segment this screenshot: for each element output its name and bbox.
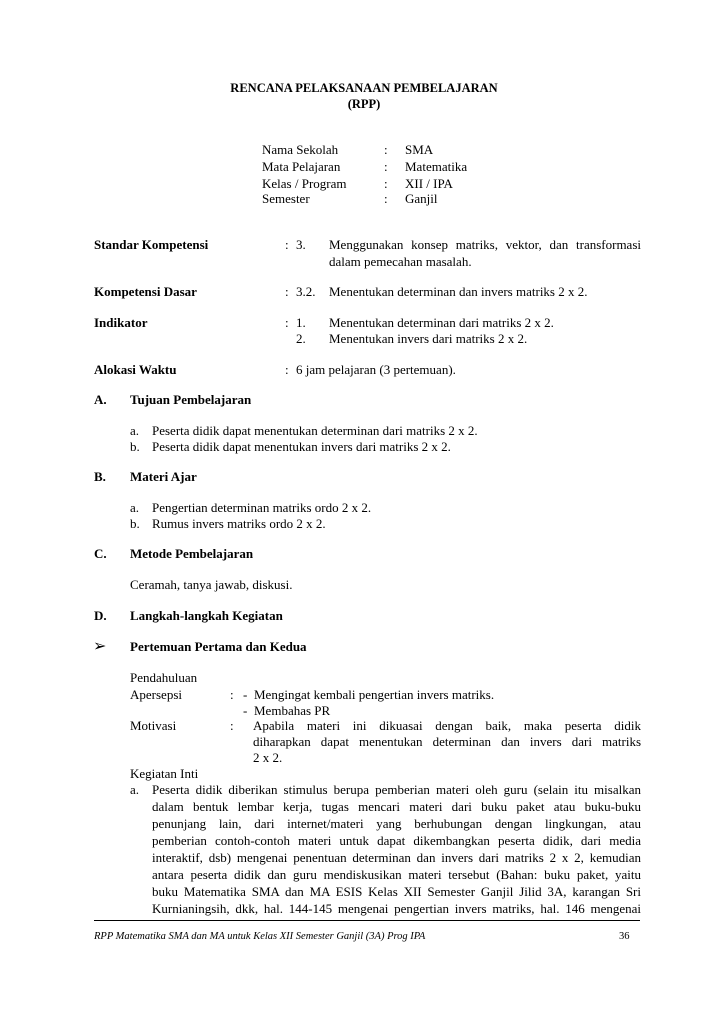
indikator-text: Menentukan determinan dari matriks 2 x 2. <box>329 315 554 330</box>
section-d-heading: Langkah-langkah Kegiatan <box>130 608 283 623</box>
indikator-colon: : <box>285 315 289 330</box>
page-subtitle: (RPP) <box>347 97 381 111</box>
paragraph-line: antara peserta didik dan guru mendiskusikan materi tersebut (Bahan: buku paket, yaitu <box>152 867 641 882</box>
pendahuluan-label: Pendahuluan <box>130 670 198 685</box>
alokasi-label: Alokasi Waktu <box>94 362 177 377</box>
section-c-letter: C. <box>94 546 107 561</box>
sk-colon: : <box>285 237 289 252</box>
kd-number: 3.2. <box>296 284 316 299</box>
section-a-heading: Tujuan Pembelajaran <box>130 392 252 407</box>
motivasi-line: diharapkan dapat menentukan determinan dan invers dari matriks <box>253 734 641 749</box>
sk-text-line: Menggunakan konsep matriks, vektor, dan transformasi <box>329 237 641 252</box>
list-marker: b. <box>130 516 140 531</box>
alokasi-colon: : <box>285 362 289 377</box>
section-d-letter: D. <box>94 608 107 623</box>
identity-colon: : <box>384 176 388 191</box>
apersepsi-text: Membahas PR <box>254 703 331 718</box>
identity-label: Mata Pelajaran <box>262 159 341 174</box>
page-title: RENCANA PELAKSANAAN PEMBELAJARAN <box>230 81 498 95</box>
identity-value: XII / IPA <box>405 176 453 191</box>
paragraph-line: Peserta didik diberikan stimulus berupa pemberian materi oleh guru (selain itu misalkan <box>152 782 641 797</box>
identity-label: Nama Sekolah <box>262 142 339 157</box>
motivasi-line: Apabila materi ini dikuasai dengan baik, maka peserta didik <box>253 718 641 733</box>
alokasi-text: 6 jam pelajaran (3 pertemuan). <box>296 362 456 377</box>
identity-value: SMA <box>405 142 434 157</box>
list-item: Pengertian determinan matriks ordo 2 x 2. <box>152 500 372 515</box>
kd-label: Kompetensi Dasar <box>94 284 197 299</box>
indikator-number: 1. <box>296 315 306 330</box>
indikator-text: Menentukan invers dari matriks 2 x 2. <box>329 331 528 346</box>
kegiatan-inti-label: Kegiatan Inti <box>130 766 199 781</box>
apersepsi-label: Apersepsi <box>130 687 182 702</box>
section-b-letter: B. <box>94 469 106 484</box>
paragraph-line: Kurnianingsih, dkk, hal. 144-145 mengenai pengertian invers matriks, hal. 146 mengenai <box>152 901 641 916</box>
section-c-text: Ceramah, tanya jawab, diskusi. <box>130 577 293 592</box>
identity-label: Kelas / Program <box>262 176 347 191</box>
list-item: Peserta didik dapat menentukan determinan dari matriks 2 x 2. <box>152 423 478 438</box>
indikator-label: Indikator <box>94 315 148 330</box>
paragraph-line: interaktif, dsb) mengenai penentuan determinan dan invers dari matriks 2 x 2, kemudian <box>152 850 641 865</box>
arrow-bullet-icon: ➢ <box>93 638 107 655</box>
paragraph-line: penunjang lain, dari internet/materi yang berhubungan dengan lingkungan, atau <box>152 816 641 831</box>
identity-value: Matematika <box>405 159 468 174</box>
motivasi-line: 2 x 2. <box>253 750 283 765</box>
identity-colon: : <box>384 159 388 174</box>
paragraph-line: dalam bentuk lembar kerja, tugas mencari materi dari buku paket atau buku-buku <box>152 799 641 814</box>
section-a-letter: A. <box>94 392 107 407</box>
paragraph-line: pemberian contoh-contoh materi untuk dapat dikembangkan peserta didik, dari media <box>152 833 641 848</box>
footer-divider <box>94 920 640 921</box>
apersepsi-colon: : <box>230 687 234 702</box>
motivasi-colon: : <box>230 718 234 733</box>
apersepsi-text: Mengingat kembali pengertian invers matriks. <box>254 687 495 702</box>
page-number: 36 <box>619 931 630 942</box>
list-item: Rumus invers matriks ordo 2 x 2. <box>152 516 326 531</box>
kd-text: Menentukan determinan dan invers matriks 2 x 2. <box>329 284 588 299</box>
indikator-number: 2. <box>296 331 306 346</box>
identity-value: Ganjil <box>405 191 438 206</box>
kd-colon: : <box>285 284 289 299</box>
list-marker: a. <box>130 782 140 797</box>
sk-number: 3. <box>296 237 306 252</box>
list-marker: a. <box>130 423 140 438</box>
list-item: Peserta didik dapat menentukan invers dari matriks 2 x 2. <box>152 439 451 454</box>
identity-colon: : <box>384 191 388 206</box>
identity-label: Semester <box>262 191 310 206</box>
meeting-heading: Pertemuan Pertama dan Kedua <box>130 639 307 654</box>
list-marker: b. <box>130 439 140 454</box>
footer-text: RPP Matematika SMA dan MA untuk Kelas XII Semester Ganjil (3A) Prog IPA <box>94 931 426 942</box>
paragraph-line: buku Matematika SMA dan MA ESIS Kelas XII Semester Ganjil Jilid 3A, karangan Sri <box>152 884 641 899</box>
section-b-heading: Materi Ajar <box>130 469 197 484</box>
section-c-heading: Metode Pembelajaran <box>130 546 254 561</box>
dash-marker: - <box>243 687 248 702</box>
dash-marker: - <box>243 703 248 718</box>
motivasi-label: Motivasi <box>130 718 177 733</box>
identity-colon: : <box>384 142 388 157</box>
sk-text-line: dalam pemecahan masalah. <box>329 254 472 269</box>
sk-label: Standar Kompetensi <box>94 237 209 252</box>
list-marker: a. <box>130 500 140 515</box>
